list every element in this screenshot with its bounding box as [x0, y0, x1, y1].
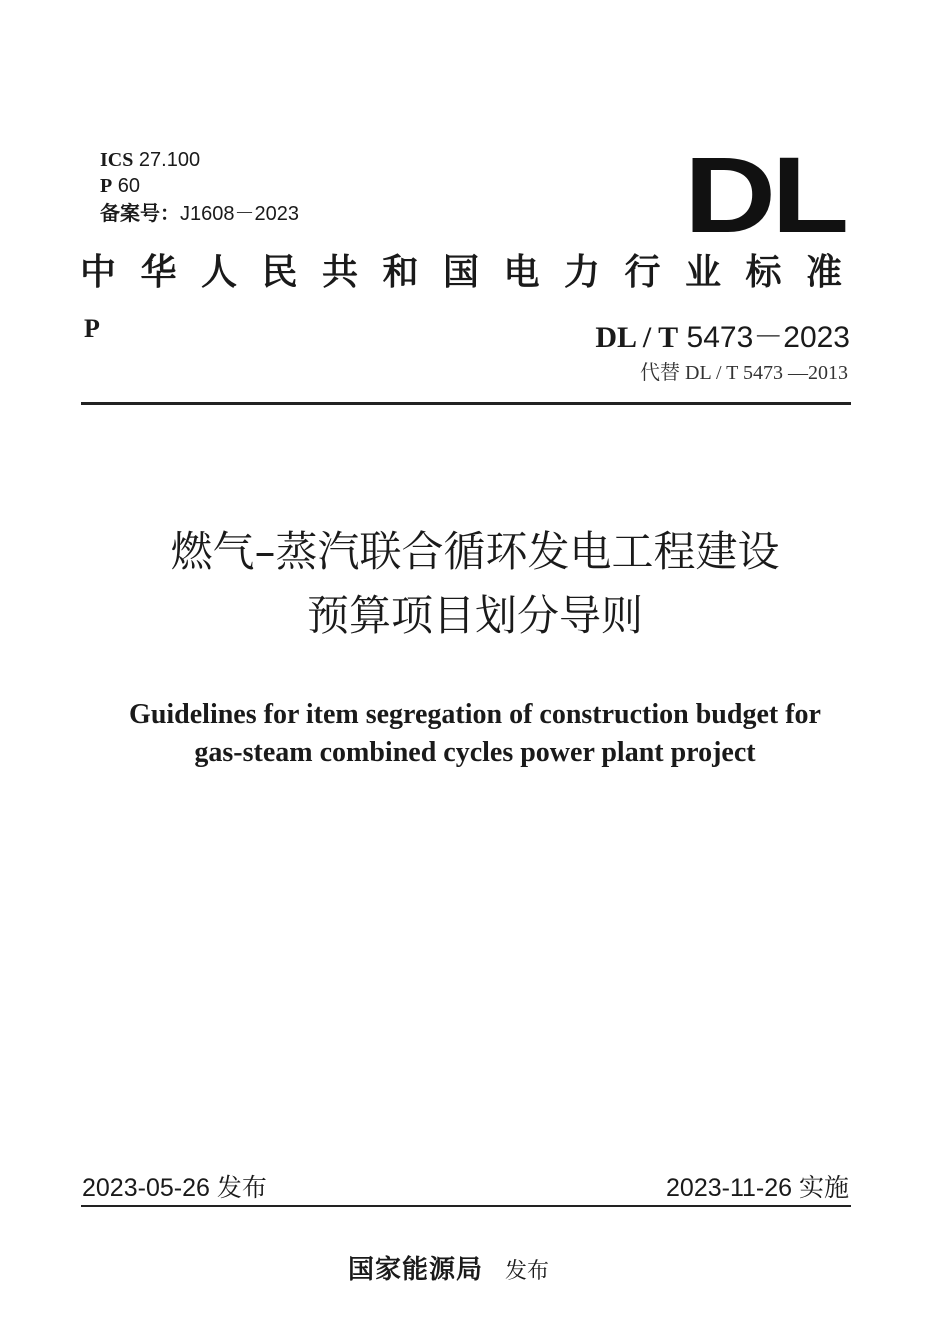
issue-date: 2023-05-26 发布	[82, 1174, 267, 1202]
publisher-org: 国家能源局	[348, 1255, 484, 1285]
title-en-line2: gas-steam combined cycles power plant project	[194, 737, 756, 768]
p-code	[100, 174, 140, 198]
standard-number-prefix: DL / T	[595, 321, 679, 354]
record-value: J1608－2023	[180, 203, 299, 225]
standard-number	[595, 312, 850, 356]
p-label: P	[100, 175, 113, 197]
title-zh-line2: 预算项目划分导则	[306, 591, 643, 640]
implement-date: 2023-11-26 实施	[666, 1174, 849, 1202]
publisher	[348, 1249, 549, 1286]
record-label: 备案号：	[100, 203, 180, 225]
bottom-divider	[81, 1205, 851, 1207]
publisher-action: 发布	[505, 1258, 550, 1283]
replaces-note: 代替 DL / T 5473 —2013	[640, 362, 848, 384]
dl-logo: DL	[684, 134, 845, 255]
title-en-line1: Guidelines for item segregation of construction budget for	[129, 699, 821, 730]
p-value: 60	[117, 175, 141, 197]
top-divider	[81, 402, 851, 405]
standard-number-value: 5473－2023	[686, 321, 850, 354]
ics-code	[100, 148, 200, 172]
ics-label: ICS	[100, 149, 134, 171]
standard-category-title: 中华人民共和国电力行业标准	[80, 251, 850, 293]
title-zh-line1: 燃气–蒸汽联合循环发电工程建设	[170, 527, 780, 576]
classification-code: P	[84, 314, 100, 343]
ics-value: 27.100	[138, 149, 201, 171]
record-number	[100, 202, 299, 226]
